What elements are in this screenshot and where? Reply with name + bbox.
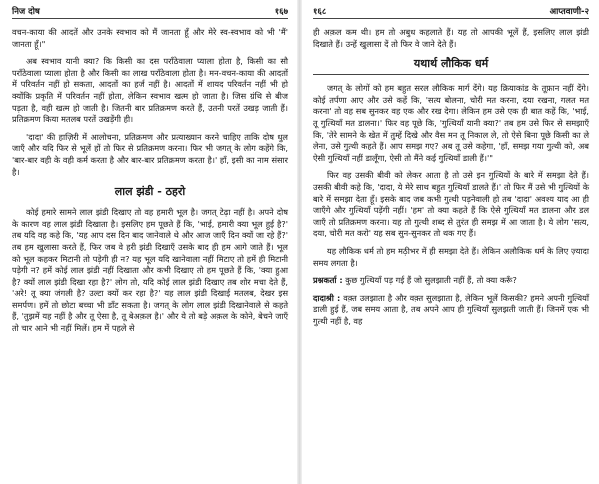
left-paragraph-1: वचन-काया की आदतें और उनके स्वभाव को मैं जानता हूँ और मेरे स्व-स्वभाव को भी 'मैं' जानता हूँ।" <box>12 27 288 49</box>
right-page-number: १६८ <box>313 6 327 17</box>
left-page <box>0 0 296 484</box>
question-text: कुछ गुत्थियाँ पड़ गई हैं जो सुलझाती नहीं हैं, तो क्या करूँ? <box>345 275 517 286</box>
left-paragraph-2: अब स्वभाव यानी क्या? कि किसी का दस पराँठेवाला प्याला होता है, किसी का सौ पराँठेवाला प्याला होता है और किसी का लाख पराँठेवाला होता है। मन-वचन-काया की आदतों में परिवर्तन नहीं हो सकता, आदतों का हर्ज नहीं है। आदतों में शायद परिवर्तन नहीं भी हो क्योंकि प्रकृति में परिवर्तन नहीं होता, लेकिन स्वभाव खत्म हो जाता है। जिस ग्रंथि से बीज पड़ता है, वही खत्म हो जाती है। जितनी बार प्रतिक्रमण करते हैं, उतनी परतें उखड़ जाती हैं। प्रतिक्रमण किया मतलब परतें उखड़ेंगी ही। <box>12 56 288 125</box>
left-paragraph-4: कोई हमारे सामने लाल झंडी दिखाए तो वह हमारी भूल है। जगत् टेढ़ा नहीं है। अपने दोष के कारण वह लाल झंडी दिखाता है। इसलिए हम पूछते हैं कि, 'भाई, हमारी क्या भूल हुई है?' तब यदि वह कहे कि, 'यह आप दस दिन बाद जानेवाले थे और आज जाएँ दिन क्यों जा रहे हैं?' तब हम खुलासा करते हैं, फिर जब वे हरी झंडी दिखाएँ उसके बाद ही हम आगे जाते हैं। भूल को भूल कहकर मिटानी तो पड़ेगी ही न? यह भूल यदि खानेवाला नहीं मिटाए तो हमें ही मिटानी पड़ेगी न? हमें कोई लाल झंडी नहीं दिखाता और कभी दिखाए तो हम पूछते हैं कि, 'क्या हुआ है? क्यों लाल झंडी दिखा रहा है?' लोग तो, यदि कोई लाल झंडी दिखाए तब शोर मचा देते हैं, 'अरे! तू क्या जंगली है? उल्टा क्यों कर रहा है?' यह लाल झंडी दिखाई मतलब, देखर इस समर्पण। हमें तो छोटा बच्चा भी डाँट सकता है। जगत् के लोग लाल झंडी दिखानेवाले से कहते हैं, 'तुझमें यह नहीं है और तू ऐसा है, तू बेअक़ल है।' और ये तो बड़े अक़ल के कोने, बेचने जाएँ तो चार आने भी नहीं मिलें। हम में पहले से <box>12 207 288 334</box>
question-block <box>313 275 589 287</box>
dadashri-label: दादाश्री : <box>313 292 341 303</box>
right-section-heading: यथार्थ लौकिक धर्म <box>313 56 589 75</box>
right-header-title: आप्तवाणी-२ <box>549 6 589 17</box>
left-section-heading: लाल झंडी - ठहरो <box>114 185 186 199</box>
answer-text: वक़्त उलझाता है और वक़्त सुलझाता है, लेकिन भूलें किसकी? हमने अपनी गुत्थियाँ डाली हुई हैं, जब समय आता है, तब अपने आप ही गुत्थियाँ सुलझती जाती हैं। जिनमें एक भी गुत्थी नहीं है, वह <box>313 292 589 326</box>
answer-block <box>313 293 589 328</box>
left-paragraph-3: 'दादा' की हाज़िरी में आलोचना, प्रतिक्रमण और प्रत्याख्यान करने चाहिए ताकि दोष धुल जाएँ और यदि फिर से भूलें हों तो फिर से प्रतिक्रमण करना। फिर भी जगत् के लोग कहेंगे कि, 'बार-बार वही के वही कर्म करता है और बार-बार प्रतिक्रमण करता है।' हाँ, इसी का नाम संसार है। <box>12 131 288 177</box>
questioner-label: प्रश्नकर्ता : <box>313 275 343 286</box>
left-header-title: निज दोष <box>12 6 40 17</box>
book-gutter <box>297 0 302 484</box>
right-paragraph-1: ही अक़ल कम थी। हम तो अबुध कहलाते हैं। यह तो आपकी भूलें हैं, इसलिए लाल झंडी दिखाते हैं। उन्हें खुलासा दें तो फिर वे जाने देते हैं। <box>313 27 589 49</box>
left-page-header <box>12 4 288 19</box>
right-paragraph-2: जगत् के लोगों को हम बहुत सरल लौकिक मार्ग देंगे। यह क्रियाकांड के तूफ़ान नहीं देंगे। कोई तर्पणा आए और उसे कहें कि, 'सत्य बोलना, चोरी मत करना, दया रखना, गलत मत करना' तो वह सब सुनकर वह एक और रख देगा। लेकिन हम उसे एक ही बात कहें कि, 'भाई, तू गुत्थियाँ मत डालना।' फिर वह पूछे कि, 'गुत्थियाँ यानी क्या?' तब हम उसे फिर से समझाएँ कि, 'तेरे सामने के खेत में तुम्हें दिखे और वैस मन तू निकाल ले, तो ऐसे बिना पूछे किसी का ले लेना, उसे गुत्थी कहते हैं। आप समझ गए? अब तू उसे कहेगा, 'हाँ, समझ गया गुत्थी को, अब ऐसी गुत्थियाँ नहीं डालूँगा, ऐसी तो मैंने कई गुत्थियाँ डाली हैं।'" <box>313 83 589 163</box>
right-paragraph-4: यह लौकिक धर्म तो हम मठ़ीभर में ही समझा देते हैं। लेकिन अलौकिक धर्म के लिए ज़्यादा समय लगता है। <box>313 245 589 268</box>
right-paragraph-3: फिर वह उसकी बीवी को लेकर आता है तो उसे इन गुत्थियों के बारे में समझा देते हैं। उसकी बीवी कहे कि, 'दादा, ये मेरे साथ बहुत गुत्थियाँ डालते हैं।' तो फिर मैं उसे भी गुत्थियों के बारे में समझा देता हूँ। इसके बाद जब कभी गुत्थी पड़नेवाली हो तब 'दादा' अवश्य याद आ ही जाएँगे और गुत्थियाँ पड़ेंगी नहीं। 'हम' तो क्या कहते हैं कि ऐसे गुत्थियाँ मत डालना और डल जाएँ तो प्रतिक्रमण करना। यह तो गुत्थी शब्द से तुरंत ही समझ में आ जाता है। ये लोग 'सत्य, दया, चोरी मत करो' यह सब सुन-सुनकर तो थक गए हैं। <box>313 170 589 239</box>
left-page-number: १६७ <box>274 6 288 17</box>
right-page <box>303 0 599 484</box>
right-page-header <box>313 4 589 19</box>
